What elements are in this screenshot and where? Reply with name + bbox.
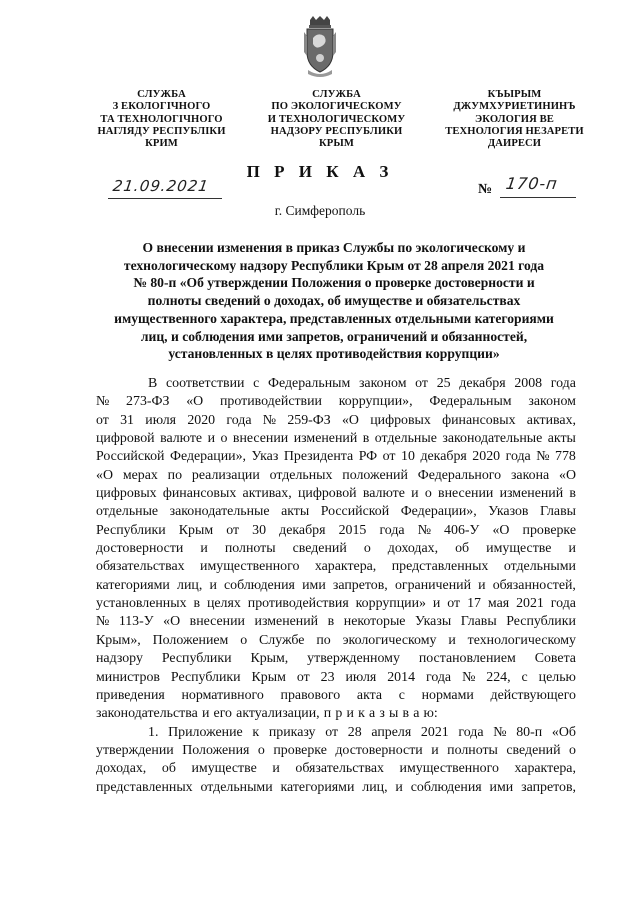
header-right-line: ДЖУМХУРИЕТИНИНЪ — [453, 101, 576, 113]
title-line: полноты сведений о доходах, об имуществе и обязательствах — [147, 293, 521, 309]
title-line: № 80-п «Об утверждении Положения о проверке достоверности и — [133, 275, 535, 291]
body-line: отдельные законодательные акты Российской Федерации», Указов Главы — [96, 504, 576, 520]
body-line: приведения нормативного правового акта с нормами действующего — [96, 687, 576, 703]
header-left-line: З ЕКОЛОГІЧНОГО — [112, 101, 211, 113]
body-line: «О мерах по реализации отдельных положений Федерального закона «О — [96, 467, 576, 483]
city-line: г. Симферополь — [274, 203, 366, 218]
body-line: категориями лиц, и соблюдения ими запретов, ограничений и обязанностей, — [96, 577, 576, 593]
title-line: технологическому надзору Республики Крым от 28 апреля 2021 года — [123, 257, 545, 273]
body-line: цифровой валюте и о внесении изменений в отдельные законодательные акты — [96, 431, 576, 447]
header-right-crimean-tatar — [427, 89, 602, 150]
body-line: № 273-ФЗ «О противодействии коррупции», Федеральным законом — [96, 394, 576, 410]
body-line: законодательства и его актуализации, п р и к а з ы в а ю: — [96, 706, 438, 722]
header-center-line: СЛУЖБА — [312, 89, 361, 100]
header-left-line: НАГЛЯДУ РЕСПУБЛІКИ — [97, 125, 226, 137]
date-underline — [108, 198, 222, 199]
body-line: достоверности и полноты сведений о доходах, об имуществе и — [96, 541, 576, 557]
header-right-line: ЭКОЛОГИЯ ВЕ — [475, 113, 554, 125]
title-line: имущественного характера, представленных отдельными категориями — [114, 310, 554, 326]
body-line: № 113-У «О внесении изменений в некоторые Указы Главы Республики — [96, 614, 576, 630]
body-line: министров Республики Крым от 23 июля 2014 года № 224, с целью — [96, 669, 576, 685]
header-right-line: ДАИРЕСИ — [487, 138, 542, 150]
title-line: О внесении изменения в приказ Службы по экологическому и — [142, 240, 526, 255]
header-center-russian — [249, 89, 424, 150]
crimea-coat-of-arms-icon — [302, 16, 338, 78]
header-left-line: СЛУЖБА — [137, 89, 186, 100]
header-center-line: ПО ЭКОЛОГИЧЕСКОМУ — [271, 101, 402, 113]
header-left-line: ТА ТЕХНОЛОГІЧНОГО — [100, 113, 223, 125]
title-line: лиц, и соблюдения ими запретов, ограничений и обязанностей, — [140, 328, 528, 344]
body-line: утверждении Положения о проверке достоверности и полноты сведений о — [96, 742, 576, 758]
handwritten-date: 21.09.2021 — [111, 177, 211, 195]
header-center-line: НАДЗОРУ РЕСПУБЛИКИ — [270, 125, 403, 137]
header-center-line: И ТЕХНОЛОГИЧЕСКОМУ — [267, 113, 406, 125]
header-right-line: ТЕХНОЛОГИЯ НЕЗАРЕТИ — [445, 125, 584, 137]
body-line: В соответствии с Федеральным законом от 25 декабря 2008 года — [148, 376, 576, 391]
header-left-ukrainian — [74, 89, 249, 150]
header-center-line: КРЫМ — [319, 138, 354, 150]
order-title — [96, 239, 572, 363]
body-line: обязательствах имущественного характера, представленных отдельными — [96, 559, 576, 575]
body-line: Российской Федерации», Указ Президента РФ от 10 декабря 2020 года № 778 — [96, 449, 576, 465]
handwritten-order-number: 170-п — [504, 174, 560, 193]
number-sign: № — [478, 182, 493, 197]
body-line: Крым», Положением о Службе по экологическому и технологическому — [96, 632, 576, 648]
body-line: установленных в целях противодействия коррупции» и от 17 мая 2021 года — [96, 596, 576, 612]
body-line: Республики Крым от 30 декабря 2015 года № 406-У «О проверке — [96, 522, 576, 538]
body-line: 1. Приложение к приказу от 28 апреля 2021 года № 80-п «Об — [148, 724, 576, 740]
number-underline — [500, 197, 576, 198]
body-line: представленных отдельными категориями лиц, и соблюдения ими запретов, — [96, 779, 576, 795]
header-right-line: КЪЫРЫМ — [487, 89, 542, 100]
body-line: от 31 июля 2020 года № 259-ФЗ «О цифровых финансовых активах, — [96, 412, 576, 428]
document-type-title: П Р И К А З — [246, 162, 394, 181]
header-left-line: КРИМ — [145, 138, 178, 150]
order-body — [96, 375, 576, 797]
title-line: установленных в целях противодействия коррупции» — [168, 346, 500, 362]
body-line: цифровых финансовых активах, цифровой валюте и о внесении изменений в — [96, 486, 576, 502]
body-line: доходах, об имуществе и обязательствах имущественного характера, — [96, 761, 576, 777]
body-line: надзору Республики Крым, утвержденному постановлением Совета — [96, 651, 576, 667]
